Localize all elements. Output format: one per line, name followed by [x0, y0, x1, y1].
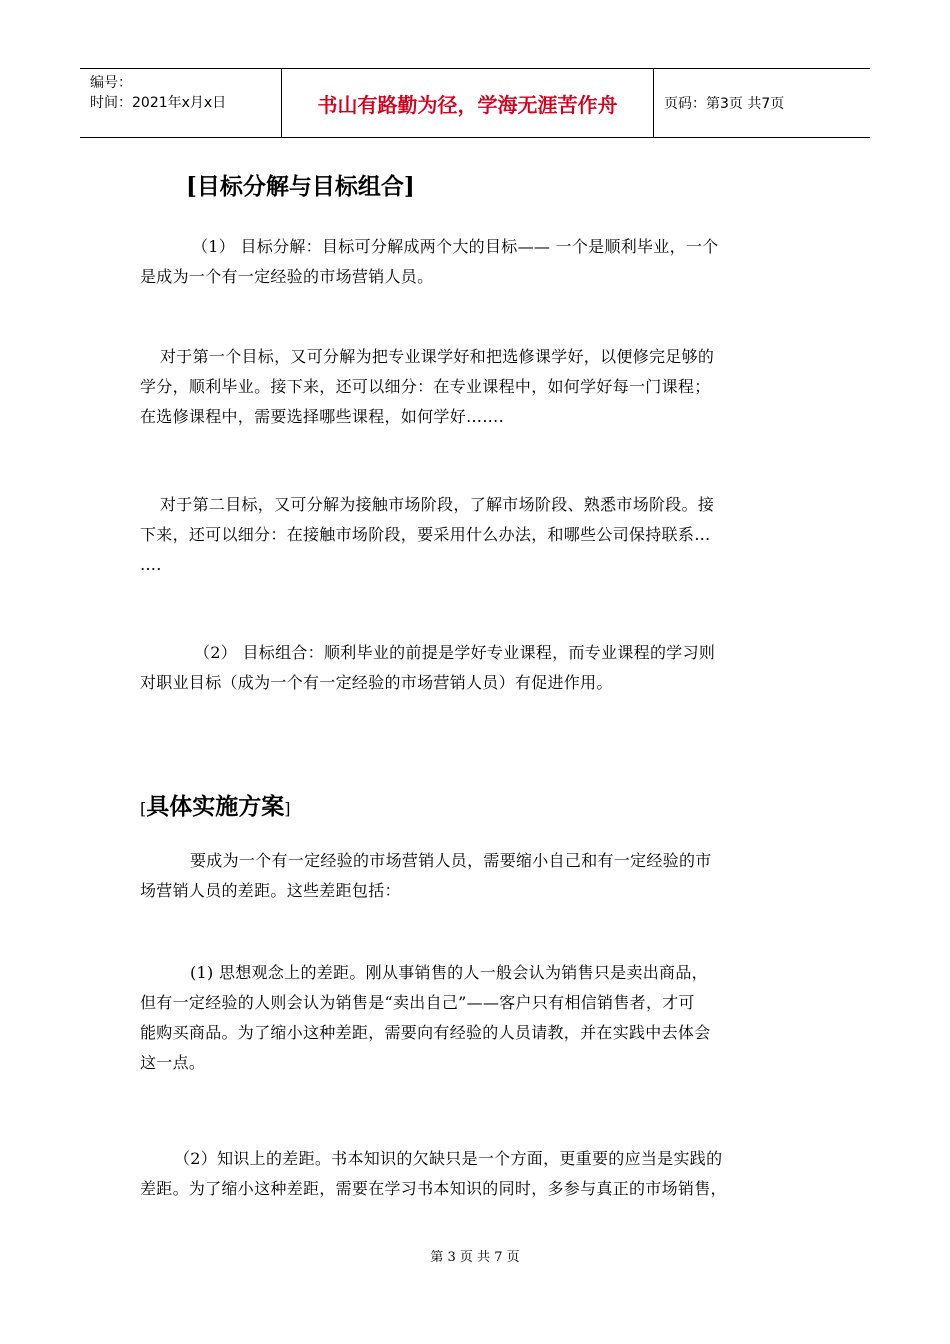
page-footer: 第 3 页 共 7 页	[430, 1250, 520, 1265]
paragraph-first-goal	[140, 342, 820, 432]
text-line: ….	[140, 555, 162, 574]
text-line: 对于第一个目标，又可分解为把专业课学好和把选修课学好，以便修完足够的	[160, 347, 715, 366]
text-line: 差距。为了缩小这种差距，需要在学习书本知识的同时，多参与真正的市场销售，	[140, 1179, 727, 1198]
paragraph-goal-combination	[140, 638, 820, 698]
text-line: （1） 目标分解：目标可分解成两个大的目标—— 一个是顺利毕业，一个	[192, 237, 719, 256]
text-line: 对职业目标（成为一个有一定经验的市场营销人员）有促进作用。	[140, 673, 613, 692]
text-line: 对于第二目标，又可分解为接触市场阶段，了解市场阶段、熟悉市场阶段。接	[160, 495, 715, 514]
text-line: (1) 思想观念上的差距。刚从事销售的人一般会认为销售只是卖出商品，	[190, 963, 708, 982]
text-line: 这一点。	[140, 1053, 206, 1072]
section-title-text: 具体实施方案	[146, 793, 285, 820]
page-header	[80, 68, 870, 138]
text-line: （2） 目标组合：顺利毕业的前提是学好专业课程，而专业课程的学习则	[194, 643, 716, 662]
paragraph-intro	[140, 846, 820, 906]
header-meta	[80, 69, 282, 137]
text-line: 要成为一个有一定经验的市场营销人员，需要缩小自己和有一定经验的市	[190, 851, 712, 870]
bracket-open: [	[140, 799, 147, 818]
text-line: 但有一定经验的人则会认为销售是“卖出自己”——客户只有相信销售者，才可	[140, 993, 695, 1012]
text-line: 学分，顺利毕业。接下来，还可以细分：在专业课程中，如何学好每一门课程；	[140, 377, 711, 396]
text-line: 下来，还可以细分：在接触市场阶段，要采用什么办法，和哪些公司保持联系…	[140, 525, 711, 544]
header-motto: 书山有路勤为径，学海无涯苦作舟	[282, 69, 654, 137]
text-line: 场营销人员的差距。这些差距包括：	[140, 881, 401, 900]
section-title-implementation	[140, 788, 291, 821]
header-page-info: 页码：第3页 共7页	[664, 96, 785, 112]
section-title-goals: [目标分解与目标组合]	[186, 173, 415, 200]
text-line: 能购买商品。为了缩小这种差距，需要向有经验的人员请教，并在实践中去体会	[140, 1023, 711, 1042]
paragraph-knowledge-gap	[140, 1144, 820, 1204]
text-line: （2）知识上的差距。书本知识的欠缺只是一个方面，更重要的应当是实践的	[174, 1149, 723, 1168]
time-label: 时间：2021年x月x日	[90, 95, 227, 111]
bracket-close: ]	[284, 799, 291, 818]
paragraph-goal-decomposition	[140, 232, 820, 292]
text-line: 是成为一个有一定经验的市场营销人员。	[140, 267, 434, 286]
paragraph-second-goal	[140, 490, 820, 580]
number-label: 编号：	[90, 75, 132, 91]
text-line: 在选修课程中，需要选择哪些课程，如何学好…….	[140, 407, 504, 426]
paragraph-mindset-gap	[140, 958, 820, 1078]
